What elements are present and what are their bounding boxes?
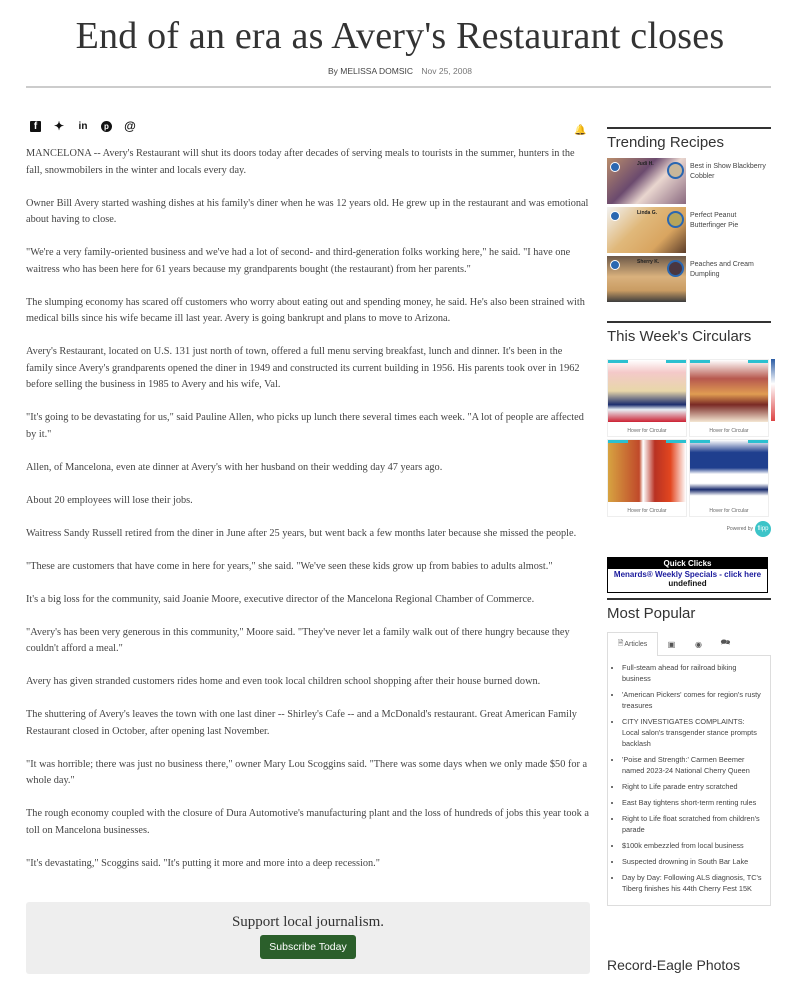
quick-clicks-box [607, 557, 768, 593]
article-paragraph: "It's going to be devastating for us," said Pauline Allen, who picks up lunch there several times each week. "A lot of people are affected by it." [26, 412, 584, 440]
share-bar [30, 119, 136, 133]
recipe-thumbnail[interactable] [607, 158, 686, 204]
flipp-logo-icon[interactable]: flipp [755, 521, 771, 537]
article-paragraph: "It was horrible; there was just no business there," owner Mary Lou Scoggins said. "There was some days when we only made $50 for a whole day." [26, 758, 588, 786]
article-paragraph: "It's devastating," Scoggins said. "It's putting it more and more into a deep recession." [26, 857, 380, 869]
twitter-icon[interactable]: ✦ [53, 119, 65, 133]
circular-card[interactable] [689, 359, 769, 437]
tab-videos[interactable] [685, 632, 712, 656]
article-paragraph: The slumping economy has scared off customers who worry about eating out and spending money, he said. He's also been strained with medical bills since his wife became ill last year. Avery is going bankrupt and plans to move to Arizona. [26, 296, 585, 324]
popular-item[interactable]: • Right to Life parade entry scratched [622, 781, 764, 792]
recipe-item[interactable] [607, 158, 771, 207]
publish-date: Nov 25, 2008 [421, 66, 472, 76]
tab-articles[interactable] [607, 632, 658, 656]
comments-icon: 🗪 [720, 638, 731, 647]
pinterest-icon[interactable]: p [101, 121, 112, 132]
menards-link[interactable]: Menards® Weekly Specials - click here [613, 570, 762, 579]
subscribe-button[interactable]: Subscribe Today [260, 935, 355, 959]
avatar [667, 211, 684, 228]
card-accent [608, 360, 628, 363]
recipe-item[interactable] [607, 256, 771, 305]
article-paragraph: "These are customers that have come in here for years," she said. "We've seen these kids grow up from babies to adults almost." [26, 560, 553, 572]
most-popular [607, 598, 771, 906]
recipe-title[interactable]: Best in Show Blackberry Cobbler [690, 163, 766, 180]
popular-list [607, 655, 771, 906]
circular-label: Hover for Circular [627, 428, 667, 434]
circular-card[interactable] [689, 439, 769, 517]
popular-tabs [607, 632, 771, 656]
article-paragraph: It's a big loss for the community, said Joanie Moore, executive director of the Mancelona Regional Chamber of Commerce. [26, 593, 535, 605]
tab-label: Articles [624, 641, 648, 648]
avatar [667, 260, 684, 277]
byline [0, 66, 800, 76]
circular-label: Hover for Circular [627, 508, 667, 514]
section-divider [607, 321, 771, 323]
section-title: Trending Recipes [607, 134, 725, 151]
recipe-title[interactable]: Peaches and Cream Dumpling [690, 261, 754, 278]
section-title: Most Popular [607, 605, 696, 622]
weekly-circulars [607, 321, 771, 537]
avatar [667, 162, 684, 179]
support-title: Support local journalism. [231, 914, 385, 930]
trending-recipes [607, 127, 771, 305]
card-accent [690, 360, 710, 363]
card-accent [666, 360, 686, 363]
card-accent [666, 440, 686, 443]
article-paragraph: Allen, of Mancelona, even ate dinner at Avery's with her husband on their wedding day 47 years ago. [26, 461, 443, 473]
quick-clicks-header: Quick Clicks [608, 558, 767, 569]
recipe-title[interactable]: Perfect Peanut Butterfinger Pie [690, 212, 739, 229]
popular-item[interactable]: • Suspected drowning in South Bar Lake [622, 856, 764, 867]
play-icon: ◉ [695, 639, 702, 649]
popular-item[interactable]: • Right to Life float scratched from children's parade [622, 813, 764, 835]
section-divider [607, 127, 771, 129]
powered-by [607, 521, 771, 537]
powered-by-label: Powered by [726, 526, 753, 532]
card-accent [690, 440, 710, 443]
linkedin-icon[interactable]: in [78, 120, 88, 132]
circular-image [608, 440, 686, 502]
article-paragraph: MANCELONA -- Avery's Restaurant will shut its doors today after decades of serving meals to tourists in the summer, hunters in the fall, snowmobilers in the winter and locals every day. [26, 148, 575, 176]
article-paragraph: "We're a very family-oriented business and we've had a lot of second- and third-generation folks working here," he said. "I have one waitress who has been here for 61 years because my grandparents bought (the restaurant) from her parents." [26, 247, 571, 275]
recipe-thumbnail[interactable] [607, 207, 686, 253]
thumb-caption: Judi H. [637, 161, 654, 167]
article-paragraph: Avery has given stranded customers rides home and even took local children school shopping after their house burned down. [26, 676, 541, 687]
popular-item[interactable]: • East Bay tightens short-term renting rules [622, 797, 764, 808]
circulars-grid [607, 359, 771, 517]
ribbon-icon [610, 162, 620, 172]
article-paragraph: Owner Bill Avery started washing dishes at his family's diner when he was 12 years old. He grew up in the restaurant and was emotional about having to close. [26, 197, 589, 225]
circular-image [690, 440, 768, 502]
grid-spacer [771, 437, 775, 517]
popular-item[interactable]: • Day by Day: Following ALS diagnosis, TC's Tiberg finishes his 44th Cherry Fest 15K [622, 872, 764, 894]
circular-image [690, 360, 768, 422]
document-icon: 🗎 [617, 640, 624, 647]
circular-image [608, 360, 686, 422]
recipe-item[interactable] [607, 207, 771, 256]
thumb-caption: Linda G. [637, 210, 657, 216]
email-icon[interactable]: @ [124, 119, 136, 133]
bell-icon[interactable]: 🔔 [574, 125, 587, 136]
photos-section-title: Record-Eagle Photos [607, 957, 741, 973]
article-paragraph: The rough economy coupled with the closure of Dura Automotive's manufacturing plant and the loss of hundreds of jobs this year took a toll on Mancelona businesses. [26, 808, 589, 836]
article-paragraph: Waitress Sandy Russell retired from the diner in June after 25 years, but went back a few months later because she missed the people. [26, 527, 577, 539]
circular-label: Hover for Circular [709, 508, 749, 514]
quick-clicks-extra: undefined [668, 579, 707, 588]
popular-item[interactable]: • 'Poise and Strength:' Carmen Beemer named 2023-24 National Cherry Queen [622, 754, 764, 776]
popular-item[interactable]: • 'American Pickers' comes for region's rusty treasures [622, 689, 764, 711]
tab-images[interactable] [658, 632, 685, 656]
section-divider [607, 598, 771, 600]
ribbon-icon [610, 211, 620, 221]
article-headline: End of an era as Avery's Restaurant closes [75, 15, 725, 57]
facebook-icon[interactable]: f [30, 121, 41, 132]
card-accent [608, 440, 628, 443]
support-journalism-box [26, 902, 590, 974]
article-paragraph: The shuttering of Avery's leaves the town with one last diner -- Shirley's Cafe -- and a McDonald's restaurant. Great American Family Restaurant closed in October, after opening last November. [26, 709, 577, 737]
section-title: This Week's Circulars [607, 328, 752, 345]
circular-card-partial[interactable] [771, 359, 775, 421]
article-body [26, 146, 590, 889]
recipe-thumbnail[interactable] [607, 256, 686, 302]
article-paragraph: About 20 employees will lose their jobs. [26, 494, 193, 506]
circular-label: Hover for Circular [709, 428, 749, 434]
image-icon: ▣ [667, 639, 676, 649]
popular-item[interactable]: • $100k embezzled from local business [622, 840, 764, 851]
card-accent [748, 440, 768, 443]
popular-item[interactable]: • Full-steam ahead for railroad biking business [622, 662, 764, 684]
popular-item[interactable]: • CITY INVESTIGATES COMPLAINTS: Local salon's transgender stance prompts backlash [622, 716, 764, 749]
header-divider [26, 86, 771, 88]
article-paragraph: Avery's Restaurant, located on U.S. 131 just north of town, offered a full menu serving breakfast, lunch and dinner. It's been in the family since Avery's grandparents opened the diner in 1949 and constructed its current building in 1956. His parents took over in 1962 before selling the business in 1985 to Avery and his wife, Val. [26, 346, 580, 390]
circular-card[interactable] [607, 359, 687, 437]
author-link[interactable]: By MELISSA DOMSIC [328, 66, 414, 76]
card-accent [748, 360, 768, 363]
thumb-caption: Sherry K. [637, 259, 660, 265]
article-paragraph: "Avery's has been very generous in this community," Moore said. "They've never let a family walk out of there hungry because they couldn't afford a meal." [26, 626, 570, 654]
ribbon-icon [610, 260, 620, 270]
circular-card[interactable] [607, 439, 687, 517]
tab-comments[interactable] [712, 632, 739, 656]
